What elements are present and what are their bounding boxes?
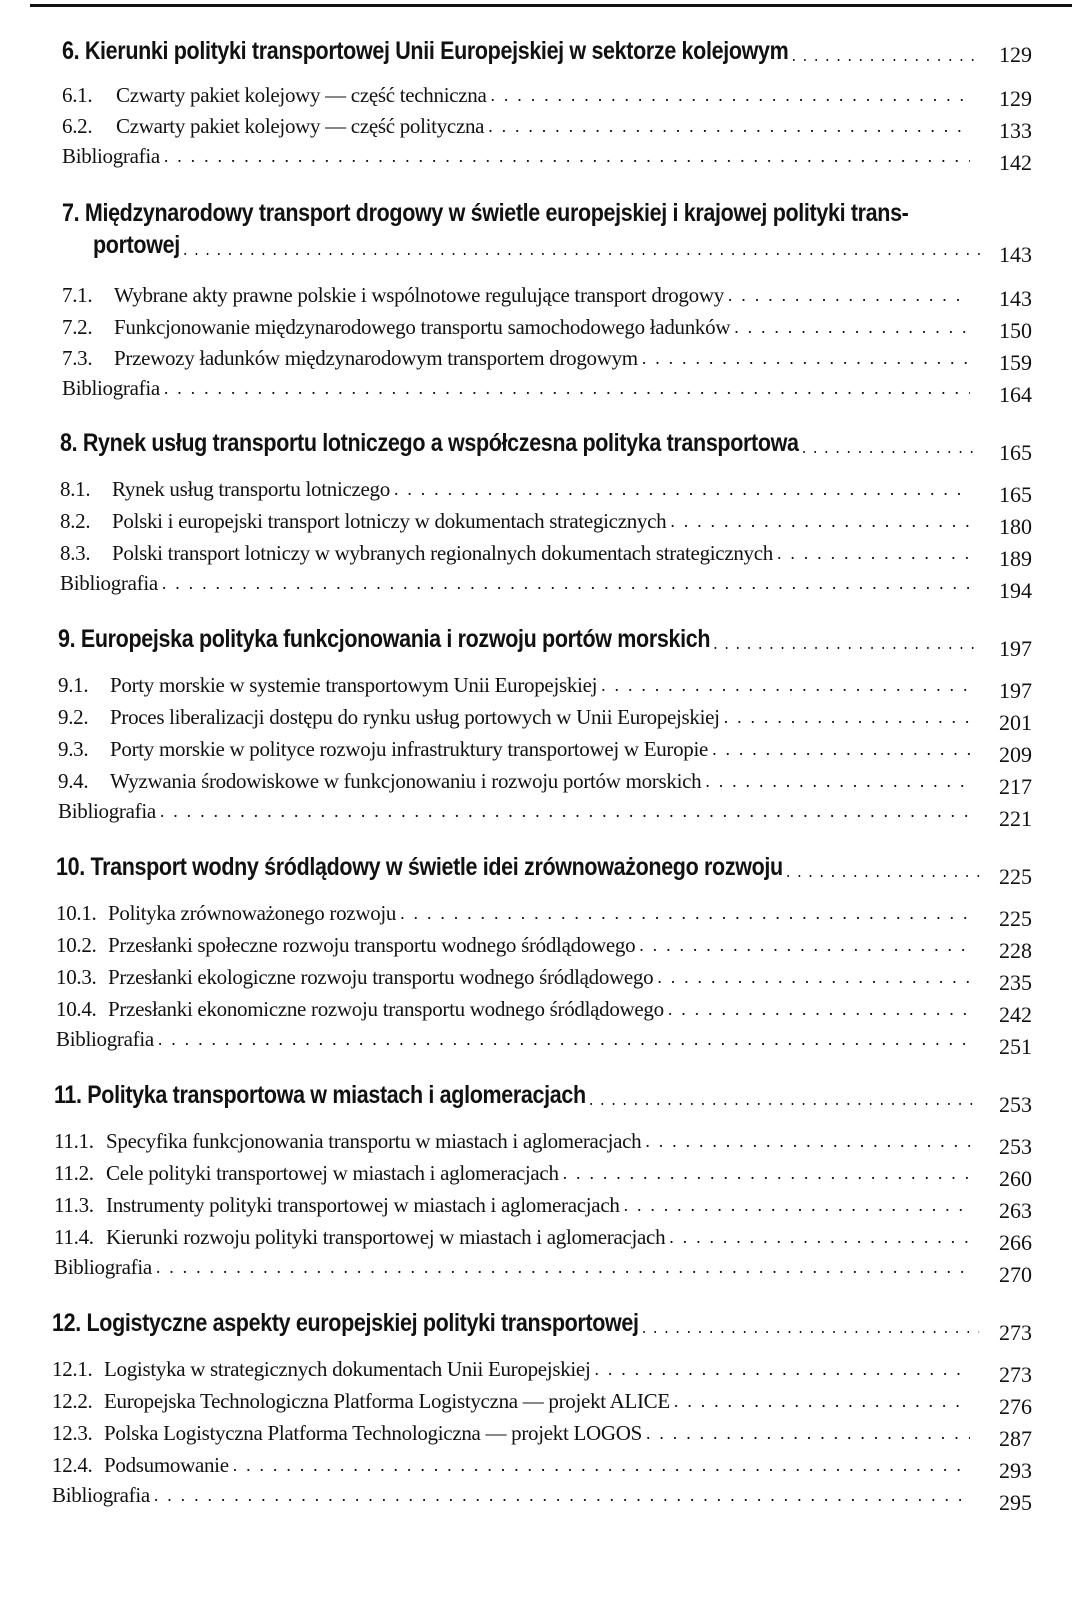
entry-page: 260: [999, 1166, 1032, 1191]
entry-title: Polityka zrównoważonego rozwoju: [108, 901, 397, 925]
toc-entry: [62, 345, 970, 371]
dot-leader: [164, 375, 970, 401]
entry-title: Bibliografia: [56, 1027, 154, 1051]
entry-title: Przesłanki ekonomiczne rozwoju transportu wodnego śródlądowego: [108, 997, 664, 1021]
entry-title: Cele polityki transportowej w miastach i aglomeracjach: [106, 1161, 559, 1185]
entry-page: 266: [999, 1230, 1032, 1255]
dot-leader: [645, 1128, 970, 1154]
dot-leader: [712, 736, 970, 762]
chapter-title: 6. Kierunki polityki transportowej Unii Europejskiej w sektorze kolejowym: [62, 37, 789, 65]
entry-page: 142: [999, 150, 1032, 175]
toc-entry: [54, 1160, 970, 1186]
toc-entry: [62, 82, 970, 108]
entry-title: Czwarty pakiet kolejowy — część polityczna: [116, 114, 485, 138]
entry-page: 235: [999, 970, 1032, 995]
entry-number: 10.2.: [56, 933, 97, 957]
dot-leader: [488, 113, 970, 139]
toc-entry: [60, 476, 970, 502]
entry-page: 217: [999, 774, 1032, 799]
entry-title: Polska Logistyczna Platforma Technologiczna — projekt LOGOS: [104, 1421, 642, 1445]
entry-number: 12.2.: [52, 1389, 93, 1413]
dot-leader: [714, 632, 980, 654]
toc-entry: [54, 1254, 970, 1280]
entry-title: Kierunki rozwoju polityki transportowej w miastach i aglomeracjach: [106, 1225, 666, 1249]
chapter-11-page: 253: [999, 1092, 1032, 1117]
toc-entry: [54, 1192, 970, 1218]
entry-title: Porty morskie w systemie transportowym Unii Europejskiej: [110, 673, 598, 697]
entry-number: 10.3.: [56, 965, 97, 989]
entry-page: 129: [999, 86, 1032, 111]
entry-number: 12.3.: [52, 1421, 93, 1445]
entry-number: 7.2.: [62, 315, 93, 339]
entry-page: 228: [999, 938, 1032, 963]
entry-title: Przewozy ładunków międzynarodowym transportem drogowym: [114, 346, 638, 370]
toc-entry: [60, 570, 970, 596]
entry-page: 143: [999, 286, 1032, 311]
dot-leader: [734, 314, 970, 340]
entry-title: Rynek usług transportu lotniczego: [112, 477, 390, 501]
entry-title: Bibliografia: [62, 144, 160, 168]
dot-leader: [786, 860, 979, 882]
dot-leader: [792, 44, 981, 66]
entry-number: 6.1.: [62, 83, 93, 107]
chapter-10-heading: [56, 852, 980, 882]
entry-page: 201: [999, 710, 1032, 735]
toc-entry: [62, 113, 970, 139]
toc-entry: [58, 768, 970, 794]
dot-leader: [674, 1388, 970, 1414]
chapter-7-page: 143: [999, 242, 1032, 267]
toc-entry: [62, 375, 970, 401]
toc-entry: [58, 672, 970, 698]
entry-page: 270: [999, 1262, 1032, 1287]
toc-entry: [56, 932, 970, 958]
chapter-title: 7. Międzynarodowy transport drogowy w świetle europejskiej i krajowej polityki trans-: [62, 199, 909, 227]
toc-entry: [56, 996, 970, 1022]
entry-number: 9.4.: [58, 769, 89, 793]
entry-page: 263: [999, 1198, 1032, 1223]
dot-leader: [601, 672, 970, 698]
toc-entry: [52, 1420, 970, 1446]
toc-entry: [58, 798, 970, 824]
chapter-title: 11. Polityka transportowa w miastach i aglomeracjach: [54, 1081, 586, 1109]
dot-leader: [400, 900, 970, 926]
entry-page: 221: [999, 806, 1032, 831]
entry-page: 194: [999, 578, 1032, 603]
chapter-title: portowej: [93, 231, 180, 259]
dot-leader: [668, 996, 970, 1022]
entry-title: Czwarty pakiet kolejowy — część techniczna: [116, 83, 487, 107]
entry-page: 164: [999, 382, 1032, 407]
toc-entry: [52, 1452, 970, 1478]
entry-number: 9.2.: [58, 705, 89, 729]
toc-entry: [52, 1356, 970, 1382]
dot-leader: [164, 143, 970, 169]
dot-leader: [705, 768, 970, 794]
chapter-title: 12. Logistyczne aspekty europejskiej polityki transportowej: [52, 1309, 639, 1337]
entry-number: 11.3.: [54, 1193, 94, 1217]
entry-title: Polski transport lotniczy w wybranych regionalnych dokumentach strategicznych: [112, 541, 773, 565]
entry-number: 9.1.: [58, 673, 89, 697]
dot-leader: [639, 932, 970, 958]
entry-page: 150: [999, 318, 1032, 343]
entry-page: 273: [999, 1362, 1032, 1387]
entry-title: Wybrane akty prawne polskie i wspólnotowe regulujące transport drogowy: [114, 283, 724, 307]
dot-leader: [589, 1088, 979, 1110]
chapter-7-heading-cont: [93, 230, 989, 260]
entry-number: 12.4.: [52, 1453, 93, 1477]
entry-number: 8.2.: [60, 509, 91, 533]
entry-number: 8.1.: [60, 477, 91, 501]
entry-title: Bibliografia: [62, 376, 160, 400]
chapter-12-page: 273: [999, 1320, 1032, 1345]
chapter-10-page: 225: [999, 864, 1032, 889]
entry-page: 287: [999, 1426, 1032, 1451]
entry-number: 8.3.: [60, 541, 91, 565]
toc-entry: [62, 282, 970, 308]
entry-number: 10.1.: [56, 901, 97, 925]
dot-leader: [394, 476, 970, 502]
toc-entry: [58, 736, 970, 762]
dot-leader: [162, 570, 970, 596]
entry-title: Przesłanki społeczne rozwoju transportu wodnego śródlądowego: [108, 933, 636, 957]
chapter-6-page: 129: [999, 42, 1032, 67]
chapter-7-heading: [62, 198, 980, 228]
toc-entry: [60, 540, 970, 566]
entry-title: Logistyka w strategicznych dokumentach Unii Europejskiej: [104, 1357, 591, 1381]
dot-leader: [156, 1254, 970, 1280]
entry-title: Proces liberalizacji dostępu do rynku usług portowych w Unii Europejskiej: [110, 705, 720, 729]
entry-page: 225: [999, 906, 1032, 931]
entry-title: Bibliografia: [60, 571, 158, 595]
entry-title: Bibliografia: [52, 1483, 150, 1507]
entry-title: Porty morskie w polityce rozwoju infrastruktury transportowej w Europie: [110, 737, 709, 761]
dot-leader: [160, 798, 970, 824]
entry-number: 11.4.: [54, 1225, 94, 1249]
chapter-12-heading: [52, 1308, 979, 1338]
toc-entry: [62, 314, 970, 340]
entry-page: 276: [999, 1394, 1032, 1419]
toc-entry: [60, 508, 970, 534]
entry-number: 6.2.: [62, 114, 93, 138]
entry-title: Bibliografia: [58, 799, 156, 823]
toc-entry: [54, 1128, 970, 1154]
dot-leader: [183, 238, 989, 260]
entry-page: 295: [999, 1490, 1032, 1515]
chapter-title: 10. Transport wodny śródlądowy w świetle idei zrównoważonego rozwoju: [56, 853, 783, 881]
entry-number: 7.3.: [62, 346, 93, 370]
dot-leader: [669, 1224, 970, 1250]
dot-leader: [154, 1482, 970, 1508]
toc-entry: [58, 704, 970, 730]
entry-page: 180: [999, 514, 1032, 539]
entry-title: Funkcjonowanie międzynarodowego transportu samochodowego ładunków: [114, 315, 731, 339]
toc-entry: [54, 1224, 970, 1250]
chapter-title: 8. Rynek usług transportu lotniczego a współczesna polityka transportowa: [60, 429, 799, 457]
dot-leader: [233, 1452, 970, 1478]
entry-title: Instrumenty polityki transportowej w miastach i aglomeracjach: [106, 1193, 620, 1217]
toc-entry: [52, 1388, 970, 1414]
dot-leader: [594, 1356, 970, 1382]
chapter-title: 9. Europejska polityka funkcjonowania i rozwoju portów morskich: [58, 625, 711, 653]
toc-entry: [56, 1026, 970, 1052]
entry-number: 9.3.: [58, 737, 89, 761]
toc-entry: [56, 964, 970, 990]
entry-page: 293: [999, 1458, 1032, 1483]
dot-leader: [158, 1026, 970, 1052]
toc-entry: [56, 900, 970, 926]
entry-number: 12.1.: [52, 1357, 93, 1381]
dot-leader: [724, 704, 970, 730]
dot-leader: [802, 436, 980, 458]
entry-page: 251: [999, 1034, 1032, 1059]
entry-page: 209: [999, 742, 1032, 767]
entry-page: 165: [999, 482, 1032, 507]
dot-leader: [777, 540, 970, 566]
entry-page: 159: [999, 350, 1032, 375]
entry-number: 11.1.: [54, 1129, 94, 1153]
entry-page: 197: [999, 678, 1032, 703]
entry-number: 11.2.: [54, 1161, 94, 1185]
dot-leader: [642, 345, 970, 371]
entry-title: Polski i europejski transport lotniczy w dokumentach strategicznych: [112, 509, 667, 533]
toc-entry: [62, 143, 970, 169]
entry-title: Bibliografia: [54, 1255, 152, 1279]
entry-title: Europejska Technologiczna Platforma Logistyczna — projekt ALICE: [104, 1389, 670, 1413]
entry-page: 189: [999, 546, 1032, 571]
dot-leader: [563, 1160, 970, 1186]
entry-title: Specyfika funkcjonowania transportu w miastach i aglomeracjach: [106, 1129, 642, 1153]
dot-leader: [491, 82, 971, 108]
entry-title: Przesłanki ekologiczne rozwoju transportu wodnego śródlądowego: [108, 965, 654, 989]
chapter-9-page: 197: [999, 636, 1032, 661]
chapter-8-heading: [60, 428, 980, 458]
dot-leader: [642, 1316, 979, 1338]
entry-page: 242: [999, 1002, 1032, 1027]
chapter-8-page: 165: [999, 440, 1032, 465]
dot-leader: [646, 1420, 970, 1446]
dot-leader: [657, 964, 970, 990]
chapter-11-heading: [54, 1080, 979, 1110]
dot-leader: [728, 282, 970, 308]
dot-leader: [670, 508, 970, 534]
chapter-9-heading: [58, 624, 980, 654]
entry-number: 10.4.: [56, 997, 97, 1021]
dot-leader: [624, 1192, 970, 1218]
chapter-6-heading: [62, 36, 980, 66]
entry-number: 7.1.: [62, 283, 93, 307]
entry-page: 133: [999, 118, 1032, 143]
entry-page: 253: [999, 1134, 1032, 1159]
entry-title: Wyzwania środowiskowe w funkcjonowaniu i rozwoju portów morskich: [110, 769, 702, 793]
toc-entry: [52, 1482, 970, 1508]
entry-title: Podsumowanie: [104, 1453, 229, 1477]
